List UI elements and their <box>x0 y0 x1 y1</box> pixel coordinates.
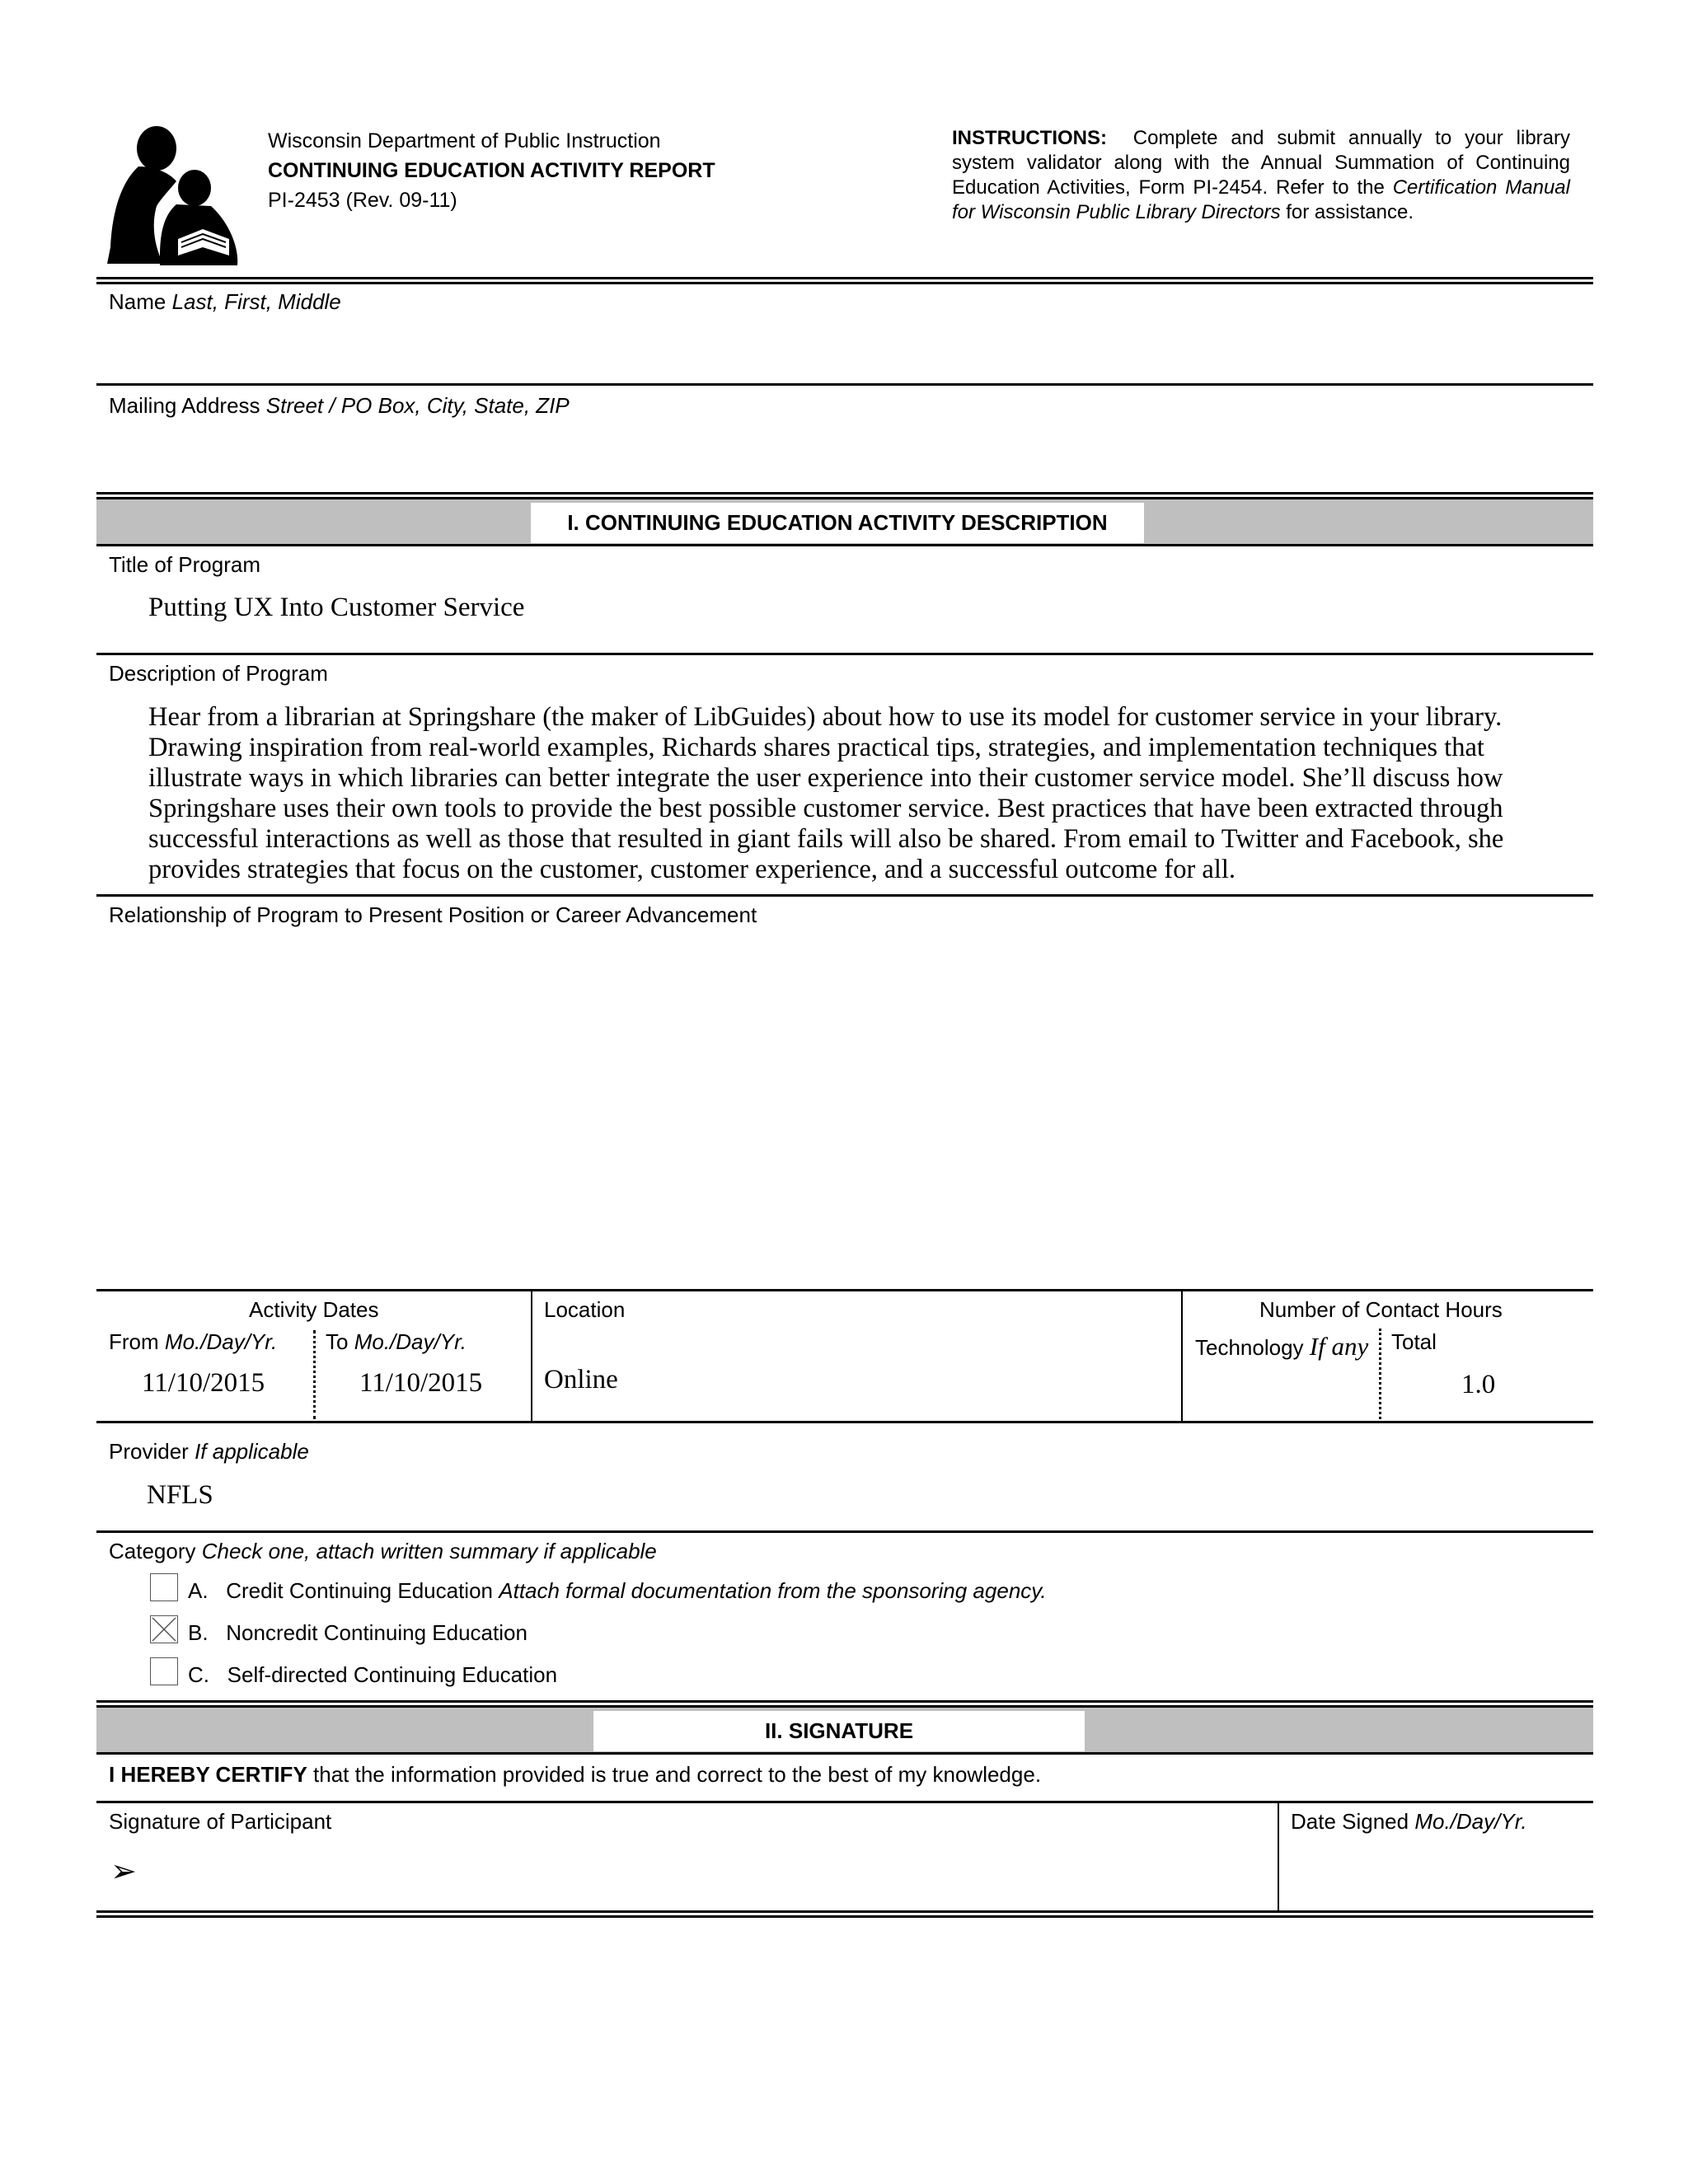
description-line: Hear from a librarian at Springshare (the maker of LibGuides) about how to use its model for customer service in your library. <box>148 702 1503 732</box>
certify-text: that the information provided is true and correct to the best of my knowledge. <box>307 1762 1042 1787</box>
date-signed-label: Date Signed Mo./Day/Yr. <box>1291 1809 1527 1834</box>
date-signed-hint: Mo./Day/Yr. <box>1414 1809 1527 1834</box>
description-divider <box>96 894 1593 897</box>
header-divider <box>96 277 1593 284</box>
instructions-block <box>952 126 1570 225</box>
signature-date-separator <box>1278 1801 1279 1912</box>
provider-label: Provider If applicable <box>109 1439 309 1464</box>
from-label: From Mo./Day/Yr. <box>109 1329 278 1354</box>
section1-title: I. CONTINUING EDUCATION ACTIVITY DESCRIPTION <box>531 503 1144 543</box>
from-hint: Mo./Day/Yr. <box>164 1329 278 1354</box>
total-hours-value[interactable]: 1.0 <box>1461 1370 1496 1399</box>
contact-hours-label: Number of Contact Hours <box>1259 1297 1503 1322</box>
category-b-option <box>188 1620 528 1646</box>
section2-band-bottom <box>96 1752 1593 1755</box>
category-a-note: Attach formal documentation from the sponsoring agency. <box>499 1578 1047 1603</box>
program-title-divider <box>96 653 1593 655</box>
instructions-text: Complete and submit annually to your library system validator along with the Annual Summation of Continuing Education Activities, Form PI-2454. Refer to the <box>952 127 1570 199</box>
name-label: Name Last, First, Middle <box>109 289 341 314</box>
provider-value[interactable]: NFLS <box>147 1480 213 1510</box>
name-input[interactable] <box>109 321 1584 371</box>
category-b-letter: B. <box>188 1620 209 1645</box>
instructions-text-end: for assistance. <box>1280 201 1414 223</box>
to-date-value[interactable]: 11/10/2015 <box>359 1368 483 1398</box>
section2-top-rule <box>96 1700 1593 1708</box>
description-label: Description of Program <box>109 661 328 686</box>
technology-label: Technology If any <box>1195 1332 1369 1361</box>
category-hint: Check one, attach written summary if applicable <box>201 1539 657 1563</box>
category-c-option <box>188 1662 557 1688</box>
description-line: successful interactions as well as those that resulted in giant fails will also be shared. From email to Twitter and Facebook, she <box>148 824 1504 854</box>
provider-divider <box>96 1530 1593 1533</box>
form-bottom-rule <box>96 1910 1593 1918</box>
name-divider <box>96 383 1593 386</box>
location-label: Location <box>544 1297 626 1322</box>
signature-arrow-icon: ➢ <box>110 1853 137 1889</box>
technology-hint: If any <box>1309 1332 1369 1361</box>
to-hint: Mo./Day/Yr. <box>354 1329 467 1354</box>
location-hours-separator <box>1181 1289 1183 1422</box>
address-hint: Street / PO Box, City, State, ZIP <box>265 393 570 418</box>
location-value[interactable]: Online <box>544 1365 618 1394</box>
dates-table-bottom <box>96 1421 1593 1423</box>
relationship-label: Relationship of Program to Present Position or Career Advancement <box>109 902 757 927</box>
description-line: Drawing inspiration from real-world examples, Richards shares practical tips, strategies, and implementation techniques that <box>148 733 1484 762</box>
provider-hint: If applicable <box>195 1439 309 1464</box>
section1-top-rule <box>96 492 1593 499</box>
agency-name: Wisconsin Department of Public Instruction <box>268 129 661 152</box>
certify-statement <box>109 1762 1041 1788</box>
from-date-value[interactable]: 11/10/2015 <box>142 1368 265 1398</box>
name-hint: Last, First, Middle <box>171 289 341 314</box>
relationship-input[interactable] <box>148 940 1566 1269</box>
category-c-label: Self-directed Continuing Education <box>227 1662 558 1687</box>
from-to-separator <box>313 1330 316 1419</box>
category-a-checkbox[interactable] <box>150 1573 178 1601</box>
description-line: provides strategies that focus on the customer, customer experience, and a successful outcome for all. <box>148 855 1236 884</box>
address-label: Mailing Address Street / PO Box, City, State, ZIP <box>109 393 570 418</box>
library-logo-icon <box>106 124 246 268</box>
signature-input[interactable] <box>148 1846 1261 1904</box>
signature-label: Signature of Participant <box>109 1809 332 1834</box>
description-text[interactable] <box>148 702 1566 885</box>
date-signed-input[interactable] <box>1291 1846 1579 1904</box>
category-c-letter: C. <box>188 1662 209 1687</box>
category-label: Category Check one, attach written summary if applicable <box>109 1539 657 1563</box>
section2-title: II. SIGNATURE <box>593 1711 1085 1751</box>
certification-manual-title: Certification Manual for Wisconsin Public Library Directors <box>952 176 1570 223</box>
section1-band-bottom <box>96 544 1593 546</box>
category-a-option <box>188 1578 1047 1604</box>
instructions-label: INSTRUCTIONS: <box>952 127 1107 149</box>
category-b-label: Noncredit Continuing Education <box>226 1620 528 1645</box>
category-a-letter: A. <box>188 1578 209 1603</box>
program-title-label: Title of Program <box>109 552 260 577</box>
form-title: CONTINUING EDUCATION ACTIVITY REPORT <box>268 159 715 182</box>
description-line: illustrate ways in which libraries can better integrate the user experience into their customer service model. She’ll discuss how <box>148 763 1503 793</box>
program-title-value[interactable]: Putting UX Into Customer Service <box>148 593 525 622</box>
category-c-checkbox[interactable] <box>150 1657 178 1685</box>
description-line: Springshare uses their own tools to provide the best possible customer service. Best practices that have been extracted through <box>148 794 1503 823</box>
form-number: PI-2453 (Rev. 09-11) <box>268 189 457 212</box>
total-label: Total <box>1391 1329 1437 1354</box>
category-a-label: Credit Continuing Education <box>226 1578 494 1603</box>
activity-dates-label: Activity Dates <box>249 1297 379 1322</box>
certify-bold: I HEREBY CERTIFY <box>109 1762 307 1787</box>
checkbox-x-icon <box>151 1616 177 1643</box>
dates-location-separator <box>531 1289 532 1422</box>
to-label: To Mo./Day/Yr. <box>326 1329 467 1354</box>
category-b-checkbox[interactable] <box>150 1615 178 1643</box>
technology-total-separator <box>1379 1329 1381 1419</box>
certify-divider <box>96 1801 1593 1803</box>
technology-value[interactable] <box>1195 1368 1368 1409</box>
address-input[interactable] <box>109 424 1584 474</box>
dates-table-top <box>96 1289 1593 1291</box>
